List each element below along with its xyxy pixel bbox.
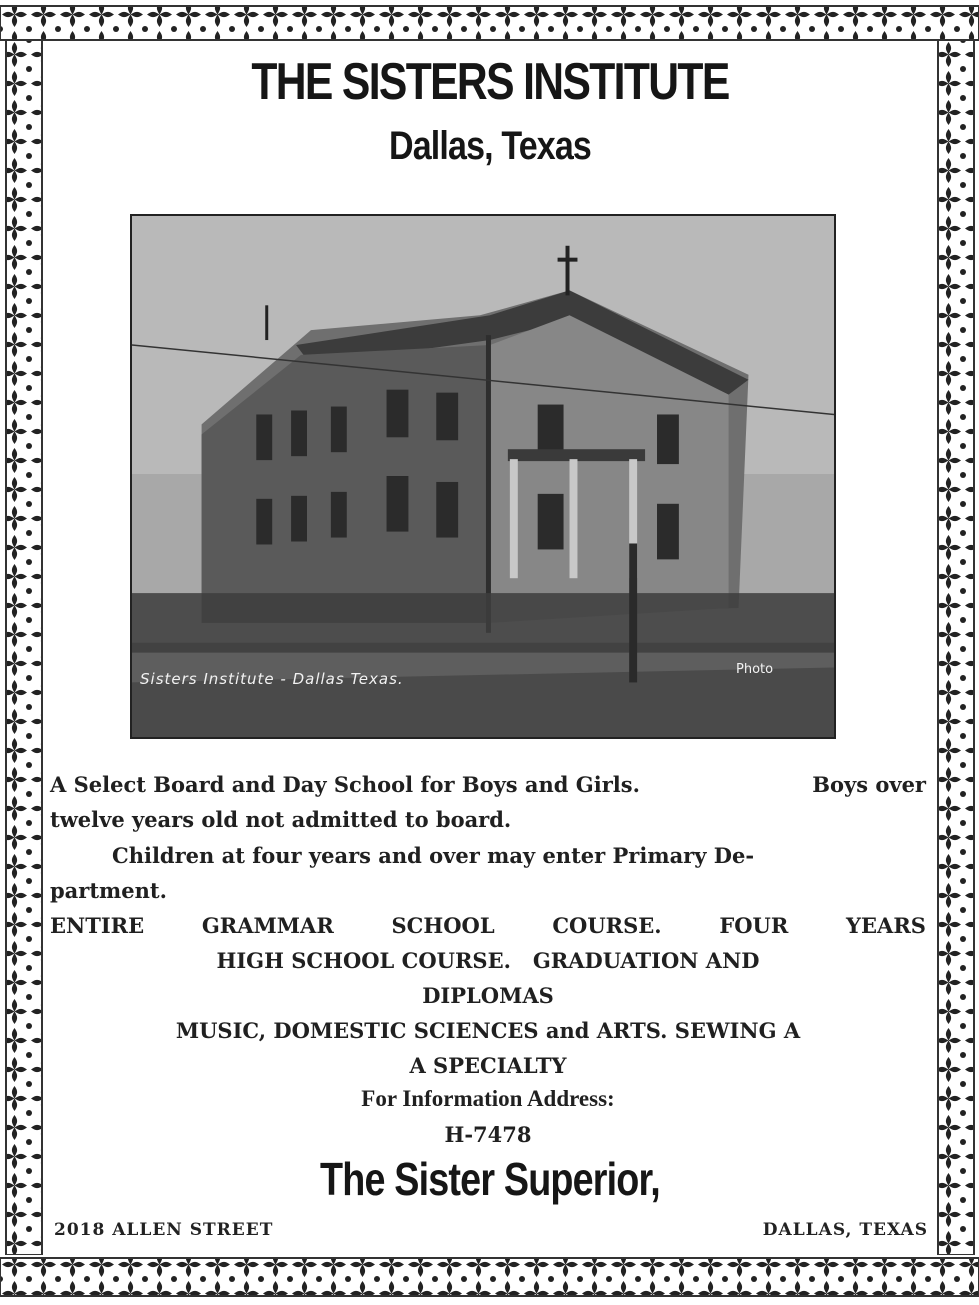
text-line-7: DIPLOMAS xyxy=(422,983,554,1008)
word: SCHOOL xyxy=(391,913,495,938)
word: YEARS xyxy=(846,913,926,938)
photo-caption: Sisters Institute - Dallas Texas. xyxy=(140,670,404,688)
text-line-3: Children at four years and over may enter Primary De- xyxy=(112,843,755,868)
signature-line: The Sister Superior, xyxy=(320,1153,660,1205)
word: ENTIRE xyxy=(50,913,145,938)
reference-code: H-7478 xyxy=(444,1122,532,1147)
text-line-1a: A Select Board and Day School for Boys and Girls. xyxy=(50,772,640,797)
advertisement-panel xyxy=(46,44,934,1250)
page-subtitle: Dallas, Texas xyxy=(389,124,591,168)
ornamental-border-right xyxy=(934,40,979,1255)
word: GRAMMAR xyxy=(201,913,334,938)
text-line-8: MUSIC, DOMESTIC SCIENCES and ARTS. SEWING A xyxy=(175,1018,801,1043)
photographer-stamp: Photo xyxy=(736,662,774,677)
ornamental-border-bottom xyxy=(0,1250,979,1305)
text-line-1 xyxy=(50,772,926,797)
word: COURSE. xyxy=(552,913,662,938)
building-photo xyxy=(130,214,836,739)
info-heading: For Information Address: xyxy=(361,1086,615,1111)
building-illustration xyxy=(132,216,834,737)
word: FOUR xyxy=(719,913,789,938)
city-state: DALLAS, TEXAS xyxy=(762,1220,928,1240)
text-line-1b: Boys over xyxy=(812,772,926,797)
ornamental-border-left xyxy=(0,40,46,1255)
text-line-5 xyxy=(50,913,926,938)
text-line-9: A SPECIALTY xyxy=(409,1053,567,1078)
page-title: THE SISTERS INSTITUTE xyxy=(251,53,729,111)
text-line-2: twelve years old not admitted to board. xyxy=(50,807,512,832)
text-line-4: partment. xyxy=(50,878,167,903)
text-line-6: HIGH SCHOOL COURSE. GRADUATION AND xyxy=(216,948,760,973)
street-address: 2018 ALLEN STREET xyxy=(54,1220,274,1240)
ornamental-border-top xyxy=(0,0,979,44)
